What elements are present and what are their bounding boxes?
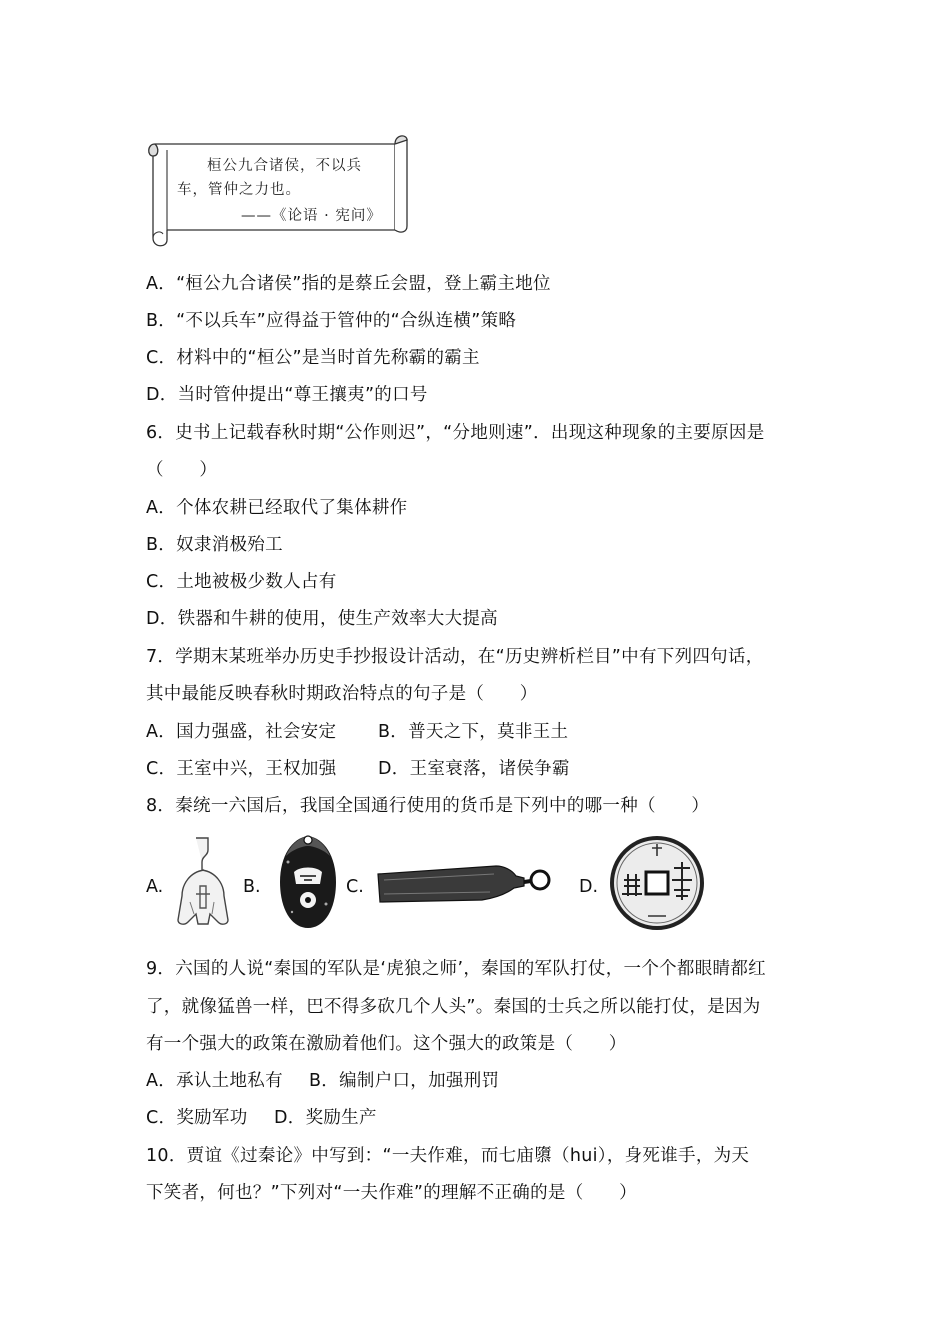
spade-coin-icon [176,836,230,928]
q7-option-a: A．国力强盛，社会安定 [146,722,337,742]
q7-option-b: B．普天之下，莫非王土 [378,722,569,742]
q9-options-row-2 [146,1106,377,1130]
q9-option-d: D．奖励生产 [274,1108,377,1128]
q6-stem-line-2: （ ） [146,460,218,480]
q7-options-row-2 [146,757,570,781]
q6-option-a: A．个体农耕已经取代了集体耕作 [146,498,408,518]
q8-label-a: A. [146,877,164,897]
q5-option-d: D．当时管仲提出“尊王攘夷”的口号 [146,385,428,405]
ant-nose-coin-icon [274,832,342,932]
quote-source: ——《论语 · 宪问》 [241,208,382,224]
q9-option-c: C．奖励军功 [146,1108,248,1128]
q9-stem-line-1: 9．六国的人说“秦国的军队是‘虎狼之师’，秦国的军队打仗，一个个都眼睛都红 [146,959,766,979]
q8-stem: 8．秦统一六国后，我国全国通行使用的货币是下列中的哪一种（ ） [146,796,710,816]
knife-coin-icon [374,860,560,912]
q8-label-c: C. [346,877,364,897]
q6-option-c: C．土地被极少数人占有 [146,572,337,592]
q5-option-c: C．材料中的“桓公”是当时首先称霸的霸主 [146,348,480,368]
q6-stem-line-1: 6．史书上记载春秋时期“公作则迟”，“分地则速”．出现这种现象的主要原因是 [146,423,765,443]
q7-stem-line-2: 其中最能反映春秋时期政治特点的句子是（ ） [146,684,538,704]
q8-coin-options [146,832,846,942]
q7-option-d: D．王室衰落，诸侯争霸 [378,759,570,779]
q9-option-a: A．承认土地私有 [146,1071,283,1091]
q9-stem-line-2: 了，就像猛兽一样，巴不得多砍几个人头”。秦国的士兵之所以能打仗，是因为 [146,997,761,1017]
quote-scroll-image [145,130,413,248]
round-square-hole-coin-icon [608,834,706,932]
q9-options-row-1 [146,1069,499,1093]
q6-option-b: B．奴隶消极殆工 [146,535,283,555]
q8-label-b: B. [243,877,261,897]
quote-line-2: 车，管仲之力也。 [177,182,301,198]
q6-option-d: D．铁器和牛耕的使用，使生产效率大大提高 [146,609,498,629]
q9-option-b: B．编制户口，加强刑罚 [309,1071,500,1091]
q7-stem-line-1: 7．学期末某班举办历史手抄报设计活动，在“历史辨析栏目”中有下列四句话， [146,647,764,667]
q10-stem-line-1: 10．贾谊《过秦论》中写到：“一夫作难，而七庙隳（hui），身死谁手，为天 [146,1146,750,1166]
q5-option-a: A．“桓公九合诸侯”指的是蔡丘会盟，登上霸主地位 [146,274,551,294]
q7-options-row-1 [146,720,568,744]
q10-stem-line-2: 下笑者，何也？”下列对“一夫作难”的理解不正确的是（ ） [146,1183,637,1203]
q5-option-b: B．“不以兵车”应得益于管仲的“合纵连横”策略 [146,311,517,331]
q7-option-c: C．王室中兴，王权加强 [146,759,337,779]
quote-line-1: 桓公九合诸侯，不以兵 [207,158,362,174]
q9-stem-line-3: 有一个强大的政策在激励着他们。这个强大的政策是（ ） [146,1034,627,1054]
q8-label-d: D. [579,877,599,897]
